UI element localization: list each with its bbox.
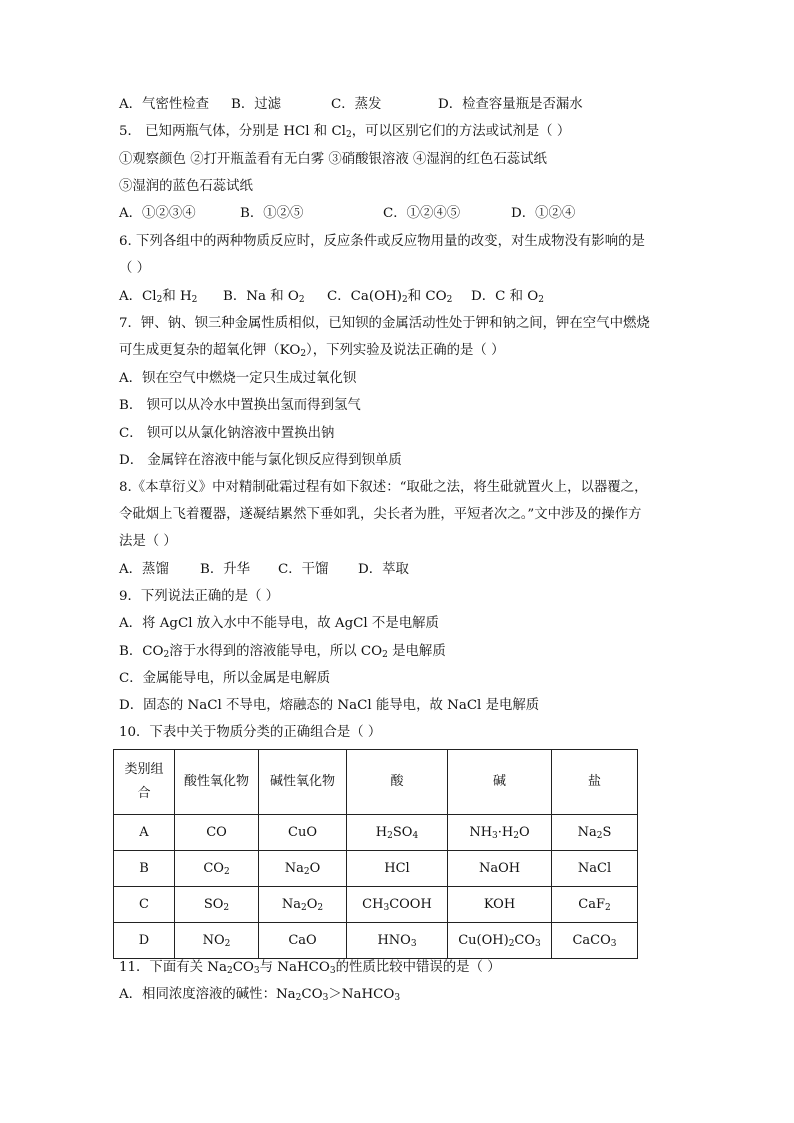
cell-base: $NH_3\cdot H_2O$ [448, 815, 552, 851]
cell-acidic-oxide: $CO_2$ [175, 851, 259, 887]
q7-option-b: B． 钡可以从冷水中置换出氢而得到氢气 [119, 398, 361, 413]
q7-option-c: C． 钡可以从氯化钠溶液中置换出钠 [119, 426, 335, 441]
header-acidic-oxide: 酸性氧化物 [175, 750, 259, 815]
cell-basic-oxide: CaO [259, 923, 347, 959]
q8-option-b: B．升华 [200, 562, 251, 577]
header-base: 碱 [448, 750, 552, 815]
q6-option-b: B．Na 和 $O_2$ [223, 289, 305, 305]
q5-option-c: C．①②④⑤ [383, 206, 461, 221]
classification-table [113, 749, 638, 959]
header-category: 类别组合 [114, 750, 175, 815]
cell-basic-oxide: $Na_2O_2$ [259, 887, 347, 923]
q11-stem: 11．下面有关 $Na_2CO_3$与 NaHCO$_3$的性质比较中错误的是（ ） [119, 960, 501, 976]
q7-stem-line1: 7．钾、钠、钡三种金属性质相似，已知钡的金属活动性处于钾和钠之间，钾在空气中燃烧 [119, 316, 650, 331]
cell-basic-oxide: $Na_2O$ [259, 851, 347, 887]
q6-option-d: D．C 和 $O_2$ [471, 289, 544, 305]
q6-stem: 6. 下列各组中的两种物质反应时，反应条件或反应物用量的改变，对生成物没有影响的是 [119, 234, 645, 249]
cell-acidic-oxide: $NO_2$ [175, 923, 259, 959]
q9-option-a: A．将 AgCl 放入水中不能导电，故 AgCl 不是电解质 [119, 616, 439, 631]
header-acid: 酸 [347, 750, 448, 815]
cell-acidic-oxide: $SO_2$ [175, 887, 259, 923]
q5-stem: 5． 已知两瓶气体，分别是 HCl 和 $Cl_2$，可以区别它们的方法或试剂是（ ） [119, 124, 571, 140]
q5-option-a: A．①②③④ [119, 206, 196, 221]
q8-option-a: A．蒸馏 [119, 562, 169, 577]
q9-option-d: D．固态的 NaCl 不导电，熔融态的 NaCl 能导电，故 NaCl 是电解质 [119, 698, 540, 713]
cell-acid: HCl [347, 851, 448, 887]
table-row [114, 887, 638, 923]
q8-stem-line2: 令砒烟上飞着覆器，遂凝结累然下垂如乳，尖长者为胜，平短者次之。”文中涉及的操作方 [119, 507, 642, 522]
table-header-row [114, 750, 638, 815]
q5-methods-line1: ①观察颜色 ②打开瓶盖看有无白雾 ③硝酸银溶液 ④湿润的红色石蕊试纸 [119, 152, 547, 167]
table-row [114, 815, 638, 851]
cell-group: D [114, 923, 175, 959]
q8-option-c: C．干馏 [278, 562, 329, 577]
q8-option-d: D．萃取 [358, 562, 409, 577]
q9-stem: 9．下列说法正确的是（ ） [119, 589, 280, 604]
cell-group: A [114, 815, 175, 851]
q5-option-d: D．①②④ [511, 206, 576, 221]
q4-options [119, 96, 583, 114]
cell-group: C [114, 887, 175, 923]
q6-options [119, 288, 544, 306]
cell-salt: NaCl [552, 851, 638, 887]
header-salt: 盐 [552, 750, 638, 815]
q8-options [119, 561, 409, 579]
cell-base: $Cu(OH)_2CO_3$ [448, 923, 552, 959]
q11-option-a: A．相同浓度溶液的碱性：$Na_2CO_3>NaHCO_3$ [119, 987, 401, 1003]
cell-acid: $HNO_3$ [347, 923, 448, 959]
cell-basic-oxide: CuO [259, 815, 347, 851]
cell-salt: CaCO$_3$ [552, 923, 638, 959]
q7-option-a: A．钡在空气中燃烧一定只生成过氧化钡 [119, 371, 357, 386]
q4-option-b: B．过滤 [231, 97, 282, 112]
q5-options [119, 205, 575, 223]
cell-acid: $CH_3COOH$ [347, 887, 448, 923]
q10-stem: 10．下表中关于物质分类的正确组合是（ ） [119, 725, 382, 740]
cell-base: KOH [448, 887, 552, 923]
cell-base: NaOH [448, 851, 552, 887]
q4-option-a: A．气密性检查 [119, 97, 210, 112]
q4-option-d: D．检查容量瓶是否漏水 [438, 97, 583, 112]
q6-option-a: A．$Cl_2$和 $H_2$ [119, 289, 198, 305]
header-basic-oxide: 碱性氧化物 [259, 750, 347, 815]
q6-blank: （ ） [119, 261, 151, 276]
cell-salt: $Na_2S$ [552, 815, 638, 851]
q9-option-b: B．$CO_2$溶于水得到的溶液能导电，所以 $CO_2$ 是电解质 [119, 644, 446, 660]
cell-group: B [114, 851, 175, 887]
cell-acid: $H_2SO_4$ [347, 815, 448, 851]
q5-option-b: B．①②⑤ [240, 206, 304, 221]
q5-methods-line2: ⑤湿润的蓝色石蕊试纸 [119, 179, 253, 194]
cell-salt: CaF$_2$ [552, 887, 638, 923]
table-row [114, 923, 638, 959]
q8-stem-line3: 法是（ ） [119, 534, 177, 549]
q8-stem-line1: 8.《本草衍义》中对精制砒霜过程有如下叙述：“取砒之法，将生砒就置火上，以器覆之， [119, 480, 648, 495]
q7-option-d: D． 金属锌在溶液中能与氯化钡反应得到钡单质 [119, 453, 402, 468]
q6-option-c: C．$Ca(OH)_2$和 $CO_2$ [327, 289, 453, 305]
q4-option-c: C．蒸发 [331, 97, 382, 112]
q7-stem-line2: 可生成更复杂的超氧化钾$(KO_2)$，下列实验及说法正确的是（ ） [119, 343, 505, 359]
table-row [114, 851, 638, 887]
q9-option-c: C．金属能导电，所以金属是电解质 [119, 671, 331, 686]
cell-acidic-oxide: CO [175, 815, 259, 851]
